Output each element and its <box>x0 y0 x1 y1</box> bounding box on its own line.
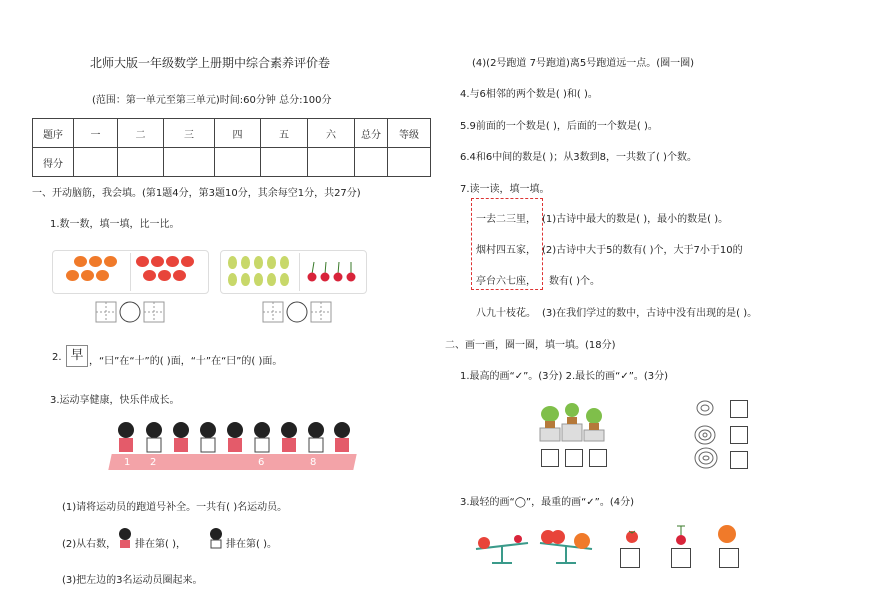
balance-scales-illustration <box>470 527 600 567</box>
plants-on-steps-illustration <box>536 400 608 442</box>
cherry-icon <box>674 524 688 546</box>
poem-line: 烟村四五家， <box>476 245 536 256</box>
q2-number: 2. <box>52 352 62 363</box>
runners-illustration <box>112 420 352 460</box>
orange-icon <box>104 256 117 267</box>
score-cell[interactable] <box>74 148 118 177</box>
pear-icon <box>280 256 289 269</box>
fruit-divider <box>299 253 300 291</box>
score-header-cell: 五 <box>261 119 308 148</box>
cherry-icons <box>306 260 362 284</box>
score-header-cell: 总分 <box>355 119 388 148</box>
tomato-icon <box>136 256 149 267</box>
tomato-icon <box>166 256 179 267</box>
pear-icon <box>228 273 237 286</box>
tomato-icon <box>143 270 156 281</box>
orange-icon <box>81 270 94 281</box>
q3-2c-text: 排在第( )。 <box>226 539 277 550</box>
tomato-icon <box>151 256 164 267</box>
score-cell[interactable] <box>388 148 431 177</box>
answer-box[interactable] <box>730 426 748 444</box>
tomato-icon <box>181 256 194 267</box>
q3-4-text: (4)(2号跑道 7号跑道)离5号跑道远一点。(圈一圈) <box>472 58 695 69</box>
boy-runner-icon <box>208 527 224 549</box>
score-cell[interactable] <box>118 148 164 177</box>
track-number: 2 <box>150 457 157 468</box>
pear-icon <box>254 256 263 269</box>
score-cell[interactable] <box>164 148 215 177</box>
girl-runner-icon <box>117 527 133 549</box>
pear-icon <box>254 273 263 286</box>
pear-icon <box>280 273 289 286</box>
coil-icon <box>694 399 716 417</box>
answer-box[interactable] <box>541 449 559 467</box>
q2-char-box: 早 <box>66 345 88 367</box>
exam-title: 北师大版一年级数学上册期中综合素养评价卷 <box>90 56 331 70</box>
track-number: 1 <box>124 457 131 468</box>
tomato-icon <box>624 528 640 544</box>
section2-heading: 二、画一画，圈一圈，填一填。(18分) <box>445 340 616 351</box>
q3-2b-text: 排在第( )， <box>135 539 186 550</box>
q7-2b-text: 数有( )个。 <box>549 276 600 287</box>
score-table-score-row <box>33 148 431 177</box>
score-table-header-row <box>33 119 431 148</box>
answer-box[interactable] <box>730 400 748 418</box>
answer-box[interactable] <box>730 451 748 469</box>
orange-icon <box>89 256 102 267</box>
q3-2a-text: (2)从右数， <box>62 539 117 550</box>
answer-box[interactable] <box>565 449 583 467</box>
track-number: 6 <box>258 457 265 468</box>
s2-q3-text: 3.最轻的画“◯”，最重的画“✓”。(4分) <box>460 497 634 508</box>
tomato-icon <box>158 270 171 281</box>
score-row-label: 得分 <box>33 148 74 177</box>
score-cell[interactable] <box>215 148 261 177</box>
q7-2a-text: (2)古诗中大于5的数有( )个，大于7小于10的 <box>542 245 743 256</box>
q3-1-text: (1)请将运动员的跑道号补全。一共有( )名运动员。 <box>62 502 288 513</box>
pear-icon <box>228 256 237 269</box>
coil-icon <box>694 447 718 469</box>
pear-icon <box>241 273 250 286</box>
answer-box[interactable] <box>620 548 640 568</box>
q7-1-text: (1)古诗中最大的数是( )，最小的数是( )。 <box>542 214 729 225</box>
score-cell[interactable] <box>261 148 308 177</box>
score-header-cell: 等级 <box>388 119 431 148</box>
poem-line: 八九十枝花。 <box>476 308 536 319</box>
q4-text: 4.与6相邻的两个数是( )和( )。 <box>460 89 598 100</box>
poem-line: 亭台六七座， <box>476 276 536 287</box>
score-header-cell: 四 <box>215 119 261 148</box>
poem-line: 一去二三里， <box>476 214 536 225</box>
orange-icon <box>717 524 737 544</box>
answer-box[interactable] <box>671 548 691 568</box>
pear-icon <box>267 273 276 286</box>
score-cell[interactable] <box>355 148 388 177</box>
exam-subtitle: (范围：第一单元至第三单元)时间:60分钟 总分:100分 <box>92 95 332 106</box>
s2-q1-text: 1.最高的画“✓”。(3分) 2.最长的画“✓”。(3分) <box>460 371 669 382</box>
q2-text: ，“曰”在“十”的( )面，“十”在“曰”的( )面。 <box>89 356 283 367</box>
score-cell[interactable] <box>308 148 355 177</box>
fruit-divider <box>130 253 131 291</box>
q7-3-text: (3)在我们学过的数中，古诗中没有出现的是( )。 <box>542 308 758 319</box>
track-number: 8 <box>310 457 317 468</box>
score-table <box>32 118 431 177</box>
orange-icon <box>66 270 79 281</box>
answer-box[interactable] <box>589 449 607 467</box>
score-header-cell: 一 <box>74 119 118 148</box>
score-header-cell: 六 <box>308 119 355 148</box>
score-header-cell: 二 <box>118 119 164 148</box>
pear-icon <box>241 256 250 269</box>
coil-icon <box>694 424 716 446</box>
score-header-cell: 题序 <box>33 119 74 148</box>
q3-3-text: (3)把左边的3名运动员圈起来。 <box>62 575 203 586</box>
q3-text: 3.运动享健康，快乐伴成长。 <box>50 395 180 406</box>
orange-icon <box>96 270 109 281</box>
tomato-icon <box>173 270 186 281</box>
pear-icon <box>267 256 276 269</box>
answer-box[interactable] <box>719 548 739 568</box>
q7-text: 7.读一读，填一填。 <box>460 184 550 195</box>
answer-grid-right[interactable] <box>262 301 332 323</box>
orange-icon <box>74 256 87 267</box>
section1-heading: 一、开动脑筋，我会填。(第1题4分，第3题10分，其余每空1分，共27分) <box>32 188 361 199</box>
q1-text: 1.数一数，填一填，比一比。 <box>50 219 180 230</box>
answer-grid-left[interactable] <box>95 301 165 323</box>
q6-text: 6.4和6中间的数是( )；从3数到8，一共数了( )个数。 <box>460 152 697 163</box>
score-header-cell: 三 <box>164 119 215 148</box>
q5-text: 5.9前面的一个数是( )，后面的一个数是( )。 <box>460 121 658 132</box>
